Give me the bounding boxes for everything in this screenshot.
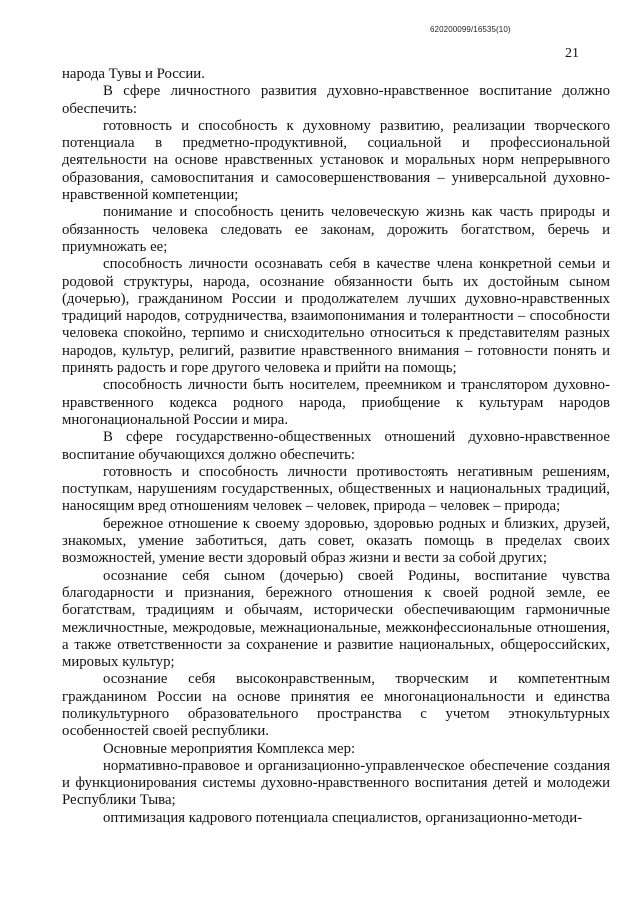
paragraph: оптимизация кадрового потенциала специалистов, организационно-методи- (103, 809, 583, 826)
paragraph: народа Тувы и России. (62, 66, 205, 82)
body-text (62, 66, 610, 827)
paragraph: бережное отношение к своему здоровью, здоровью родных и близких, друзей, знакомых, умение заботиться, дать совет, оказать помощь в пределах своих возможностей, умение вести здоровый образ жизни и вести за собой других; (62, 515, 610, 567)
paragraph: способность личности быть носителем, преемником и транслятором духовно-нравственного кодекса родного народа, приобщение к культурам народов многонациональной России и мира. (62, 377, 610, 428)
document-code: 620200099/16535(10) (430, 25, 511, 34)
paragraph: осознание себя сыном (дочерью) своей Родины, воспитание чувства благодарности и признания, бережного отношения к своей родной земле, ее богатствам, традициям и обычаям, исторически обеспечивающим гармоничные межличностные, межродовые, межнациональные, межконфессиональные отношения, а также ответственности за сохранение и развитие национальных, общероссийских, мировых культур; (62, 567, 610, 671)
page-number: 21 (565, 46, 579, 61)
paragraph: способность личности осознавать себя в качестве члена конкретной семьи и родовой структуры, народа, осознание обязанности быть их достойным сыном (дочерью), гражданином России и продолжателем лучших духовно-нравственных традиций народов, сотрудничества, взаимопонимания и толерантности – способности человека спокойно, терпимо и снисходительно относиться к представителям разных народов, культур, религий, развитие нравственного внимания – готовности понять и принять радость и горе другого человека и прийти на помощь; (62, 256, 610, 377)
paragraph: В сфере личностного развития духовно-нравственное воспитание должно обеспечить: (62, 83, 610, 117)
paragraph: готовность и способность личности противостоять негативным решениям, поступкам, нарушениям государственных, общественных и национальных традиций, наносящим вред отношениям человек – человек, природа – человек – природа; (62, 463, 610, 515)
paragraph: готовность и способность к духовному развитию, реализации творческого потенциала в предметно-продуктивной, социальной и профессиональной деятельности на основе нравственных установок и моральных норм непрерывного образования, самовоспитания и самосовершенствования – универсальной духовно-нравственной компетенции; (62, 117, 610, 204)
paragraph: нормативно-правовое и организационно-управленческое обеспечение создания и функционирования системы духовно-нравственного воспитания детей и молодежи Республики Тыва; (62, 757, 610, 809)
paragraph: Основные мероприятия Комплекса мер: (103, 740, 356, 757)
paragraph: понимание и способность ценить человеческую жизнь как часть природы и обязанность человека следовать ее законам, дорожить богатством, беречь и приумножать ее; (62, 204, 610, 255)
paragraph: В сфере государственно-общественных отношений духовно-нравственное воспитание обучающихся должно обеспечить: (62, 429, 610, 463)
paragraph: осознание себя высоконравственным, творческим и компетентным гражданином России на основе принятия ее многонациональности и единства поликультурного образовательного пространства с учетом этнокультурных особенностей своей республики. (62, 671, 610, 740)
